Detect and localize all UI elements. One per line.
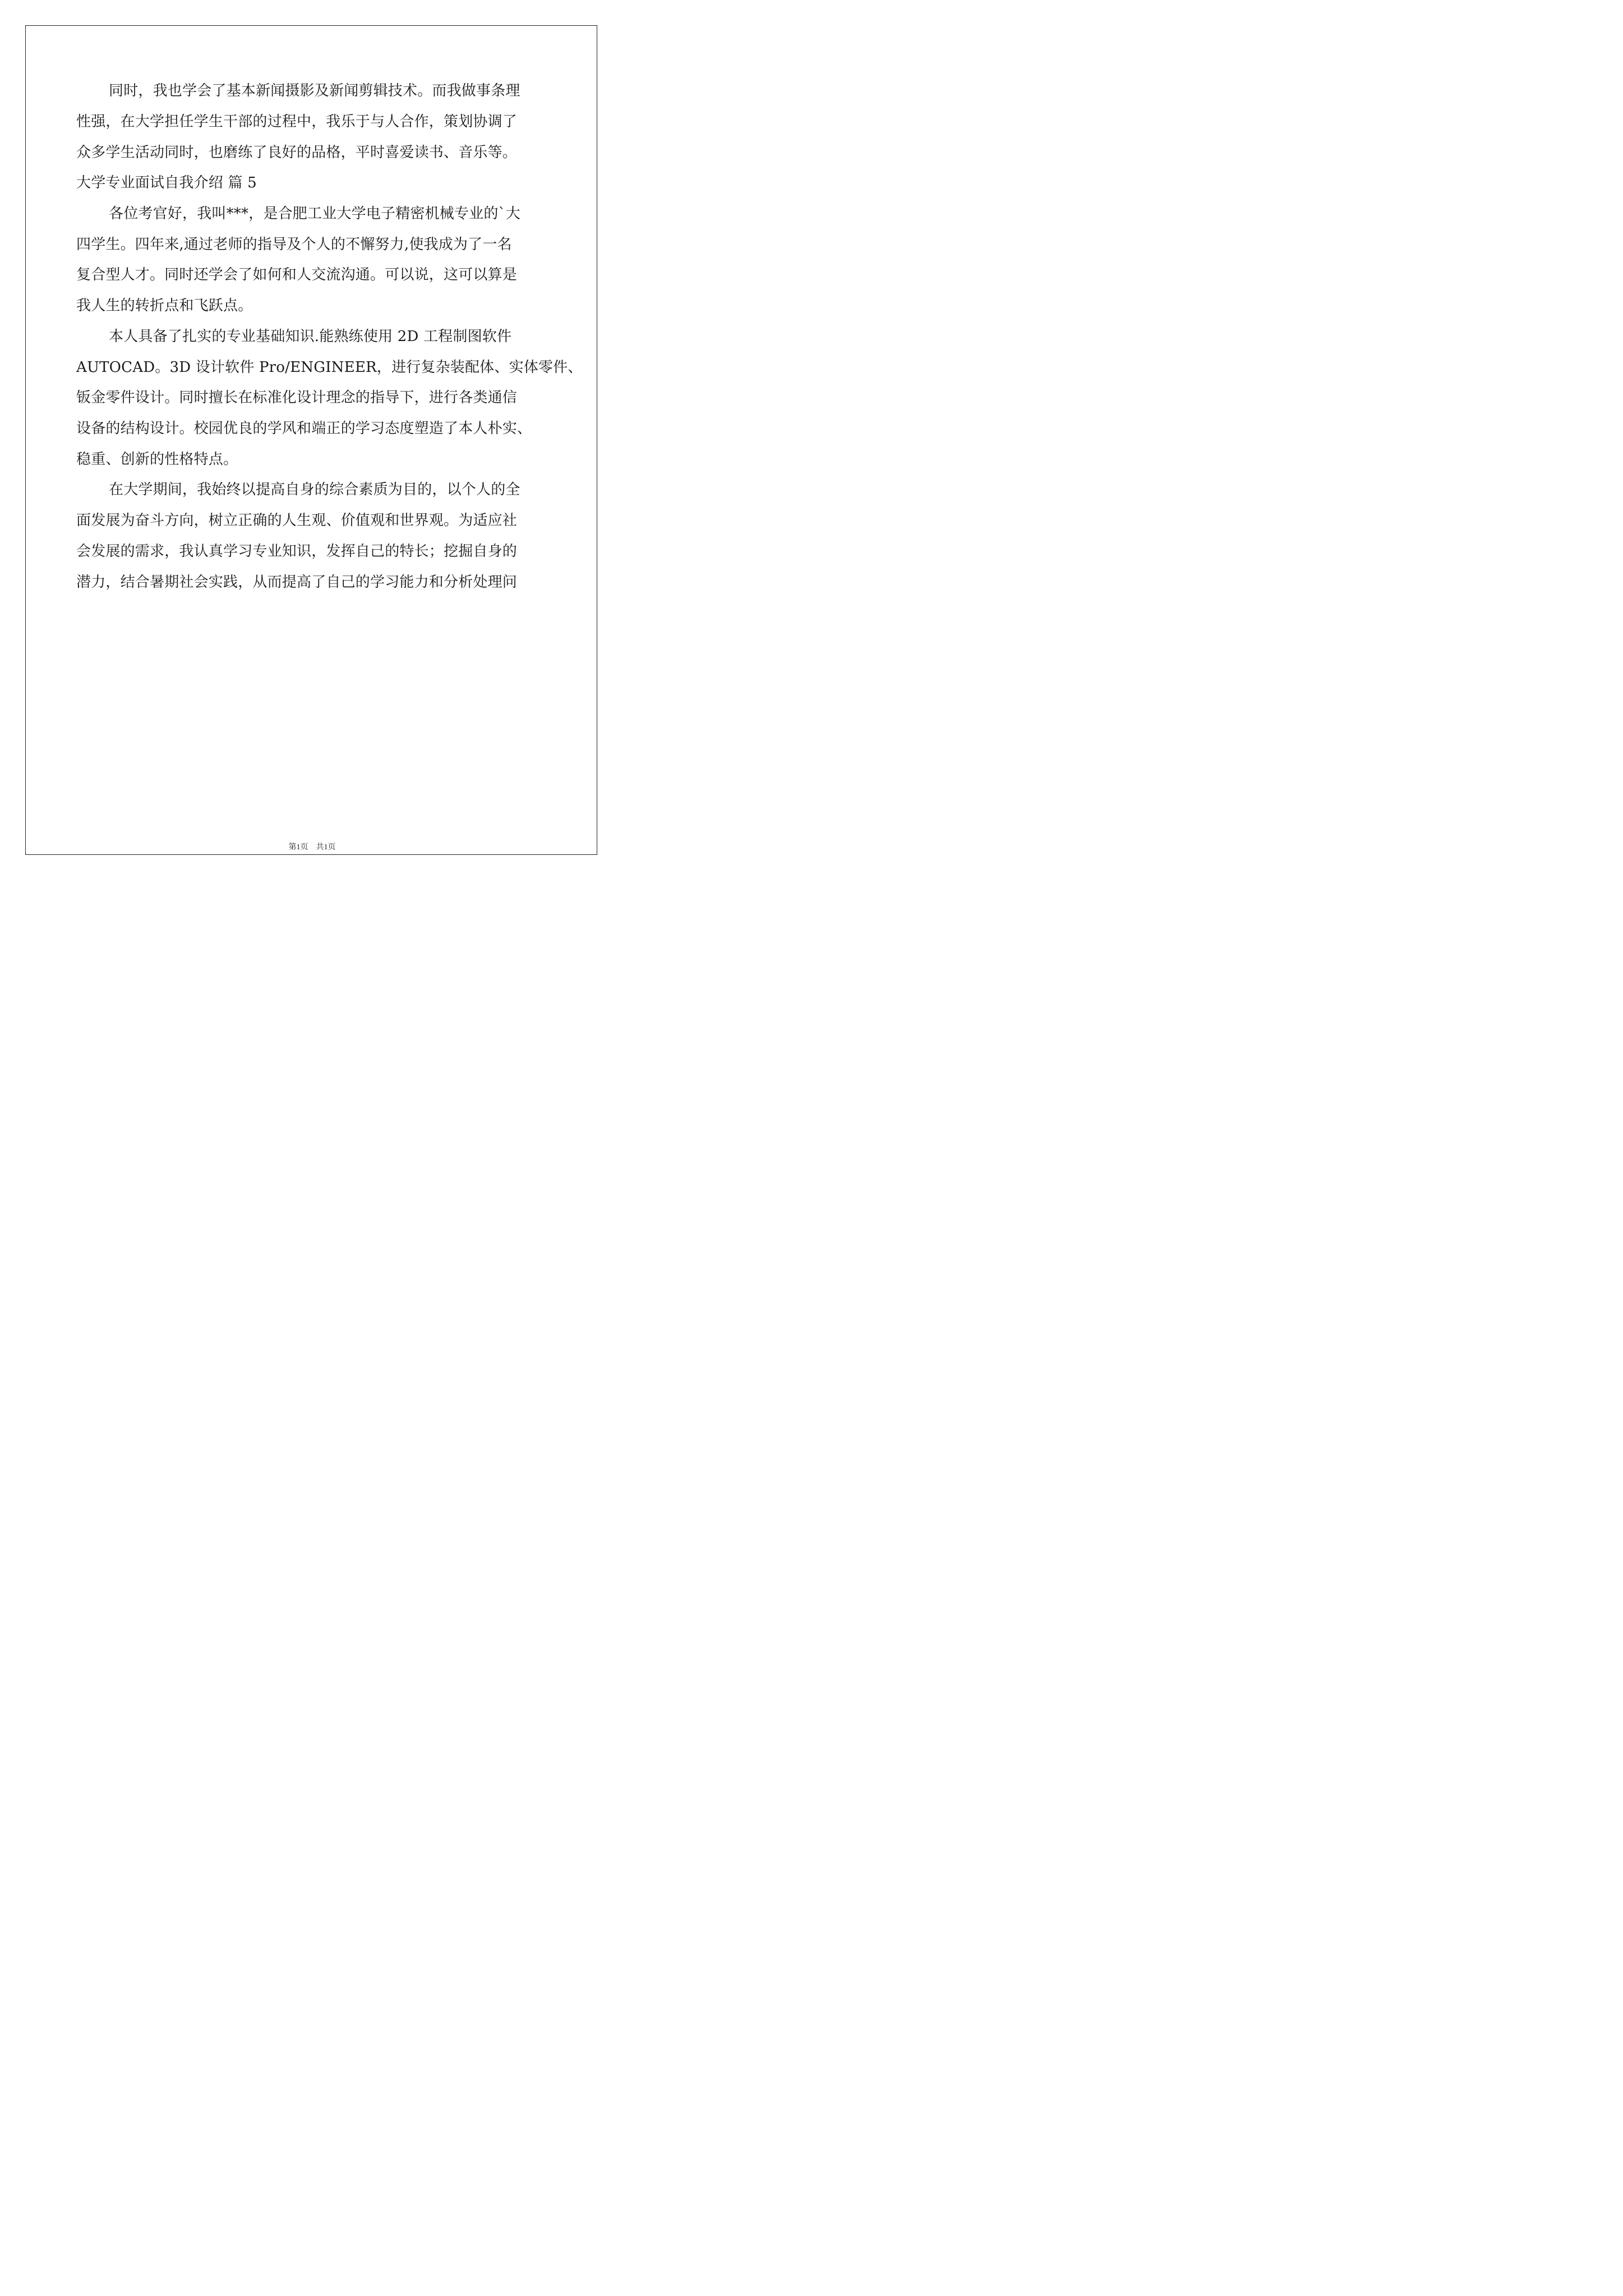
paragraph-line: 稳重、创新的性格特点。 <box>76 451 238 468</box>
page-number-footer: 第1页 共1页 <box>288 843 336 852</box>
paragraph-line: 复合型人才。同时还学会了如何和人交流沟通。可以说，这可以算是 <box>76 266 518 283</box>
paragraph-line: 各位考官好，我叫***，是合肥工业大学电子精密机械专业的`大 <box>109 205 521 222</box>
paragraph-line: 众多学生活动同时，也磨练了良好的品格，平时喜爱读书、音乐等。 <box>76 144 518 161</box>
paragraph-line: 四学生。四年来,通过老师的指导及个人的不懈努力,使我成为了一名 <box>76 236 512 253</box>
section-heading: 大学专业面试自我介绍 篇 5 <box>76 174 257 191</box>
paragraph-line: 在大学期间，我始终以提高自身的综合素质为目的，以个人的全 <box>109 481 520 498</box>
paragraph-line: AUTOCAD。3D 设计软件 Pro/ENGINEER，进行复杂装配体、实体零件、 <box>76 359 583 376</box>
paragraph-line: 我人生的转折点和飞跃点。 <box>76 297 253 314</box>
paragraph-line: 同时，我也学会了基本新闻摄影及新闻剪辑技术。而我做事条理 <box>109 82 520 99</box>
paragraph-line: 钣金零件设计。同时擅长在标准化设计理念的指导下，进行各类通信 <box>76 389 518 406</box>
paragraph-line: 会发展的需求，我认真学习专业知识，发挥自己的特长；挖掘自身的 <box>76 543 518 560</box>
paragraph-line: 潜力，结合暑期社会实践，从而提高了自己的学习能力和分析处理问 <box>76 574 518 591</box>
paragraph-line: 面发展为奋斗方向，树立正确的人生观、价值观和世界观。为适应社 <box>76 512 518 529</box>
paragraph-line: 性强，在大学担任学生干部的过程中，我乐于与人合作，策划协调了 <box>76 113 518 130</box>
paragraph-line: 设备的结构设计。校园优良的学风和端正的学习态度塑造了本人朴实、 <box>76 420 532 437</box>
paragraph-line: 本人具备了扎实的专业基础知识.能熟练使用 2D 工程制图软件 <box>109 328 512 345</box>
